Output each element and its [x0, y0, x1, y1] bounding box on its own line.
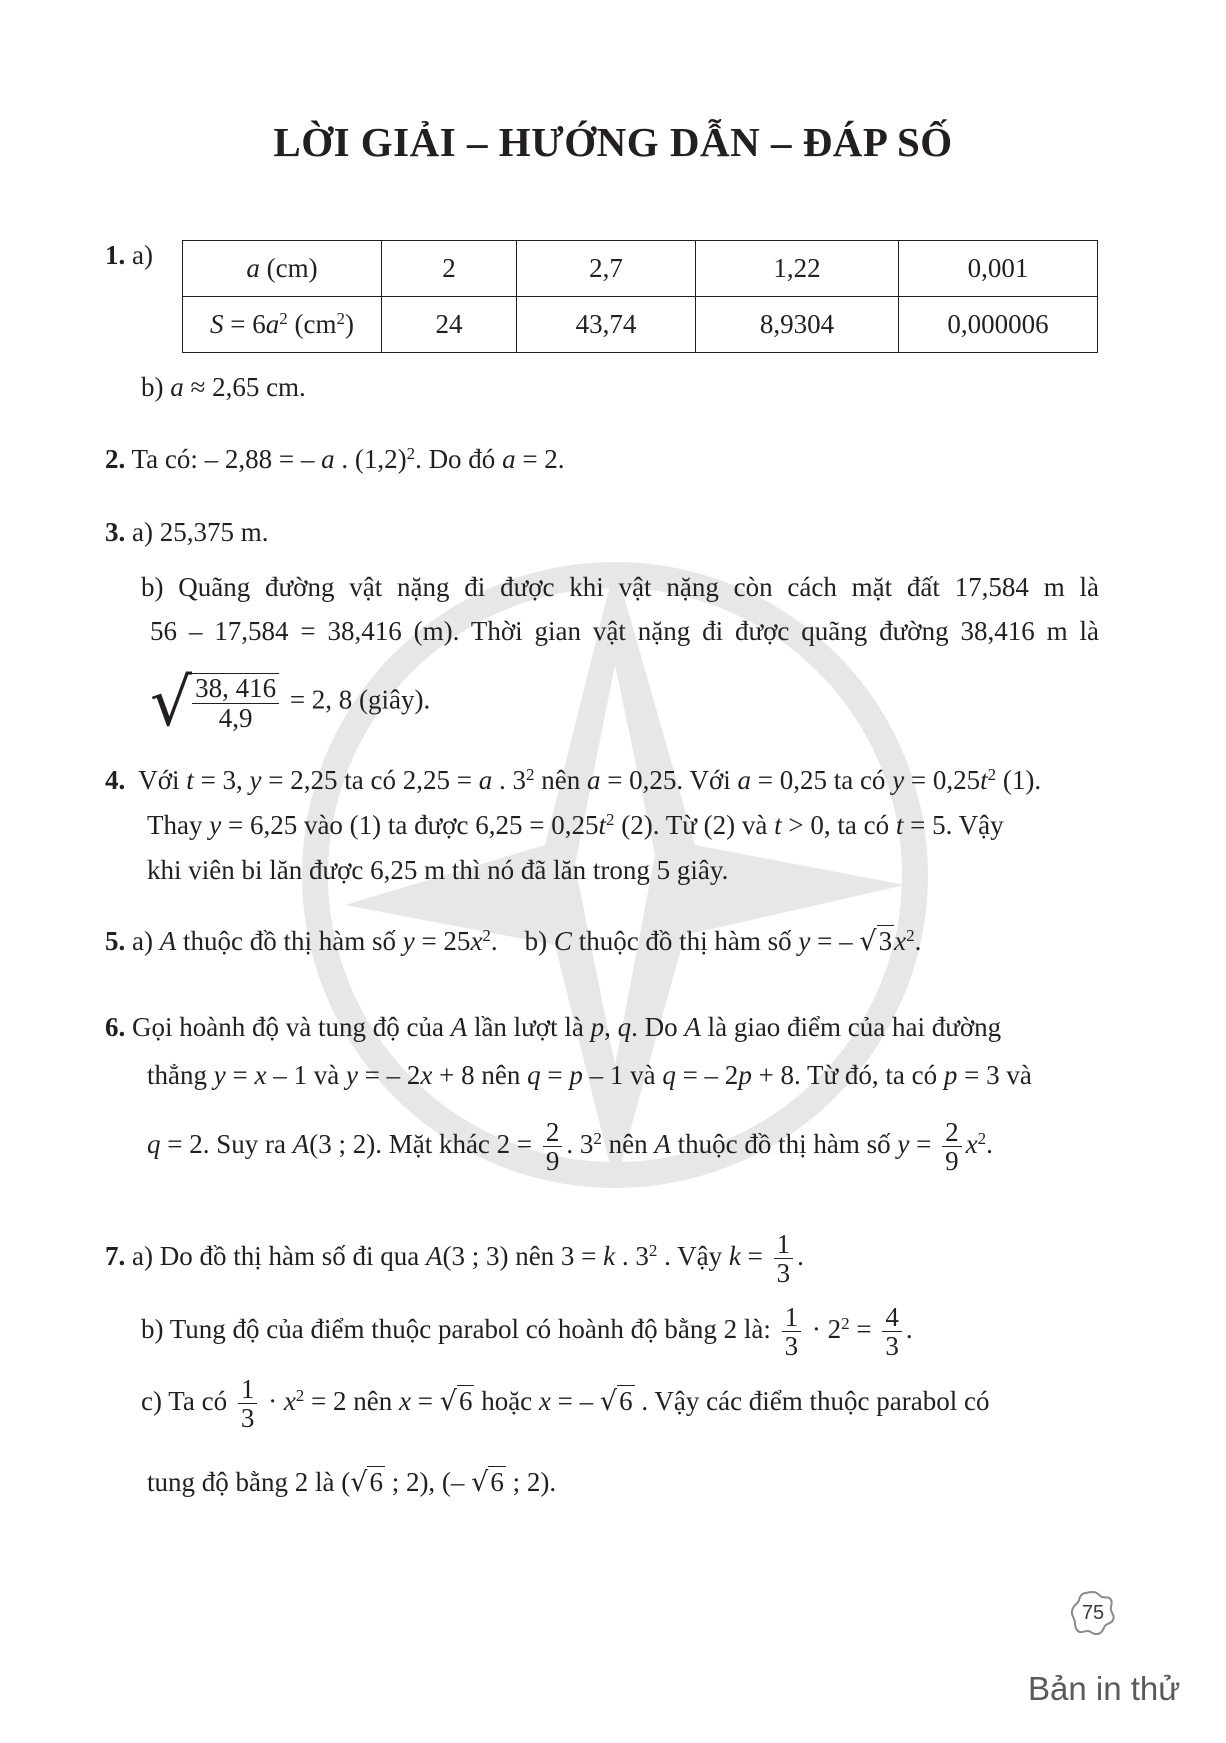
fraction: $\frac{2}{9}$ [942, 1118, 962, 1176]
fraction: $\frac{1}{3}$ [782, 1303, 802, 1361]
sqrt-expression: √ $\frac{38, 416}{4,9}$ [150, 664, 283, 741]
sqrt-expression: √6 [439, 1386, 473, 1418]
draft-label: Bản in thử [1028, 1670, 1181, 1707]
q6-line2: thẳng y = x – 1 và y = – 2x + 8 nên q = p – 1 và q = – 2p + 8. Từ đó, ta có p = 3 và [147, 1060, 1032, 1090]
q1-label: 1. a) [105, 240, 153, 270]
table-cell: 1,22 [696, 241, 899, 297]
table-cell: 24 [382, 297, 517, 353]
fraction: $\frac{4}{3}$ [882, 1303, 902, 1361]
q7-part-c: c) Ta có $\frac{1}{3}$ · $x^2 = 2$ nên x = √6 hoặc x = – √6 . Vậy các điểm thuộc parabol có [141, 1374, 990, 1434]
fraction: $\frac{1}{3}$ [774, 1230, 794, 1288]
table-cell: 43,74 [517, 297, 696, 353]
fraction: $\frac{1}{3}$ [238, 1375, 258, 1433]
q6-line3: q = 2. Suy ra A(3 ; 2). Mặt khác 2 = $\frac{2}{9}$ . $3^2$ nên A thuộc đồ thị hàm số y = $\frac{2}{9}$ $x^2$. [147, 1117, 993, 1177]
sqrt-expression: √6 [350, 1467, 383, 1498]
q3-part-b-line1: b) Quãng đường vật nặng đi được khi vật nặng còn cách mặt đất 17,584 m là [141, 572, 1099, 602]
q7-part-c-line2: tung độ bằng 2 là (√6 ; 2), (– √6 ; 2). [147, 1467, 557, 1498]
table-cell: 2,7 [517, 241, 696, 297]
page-number: 75 [1070, 1590, 1116, 1636]
q7-part-a: 7. a) Do đồ thị hàm số đi qua A(3 ; 3) nên 3 = k . $3^2$ . Vậy k = $\frac{1}{3}$ . [105, 1229, 804, 1289]
table-cell: 0,000006 [899, 297, 1098, 353]
table-cell: 0,001 [899, 241, 1098, 297]
q4-line3: khi viên bi lăn được 6,25 m thì nó đã lăn trong 5 giây. [147, 855, 729, 885]
table-row [183, 297, 1098, 353]
q1-part-b: b) a ≈ 2,65 cm. [141, 372, 306, 402]
table-cell: 2 [382, 241, 517, 297]
q7-part-b: b) Tung độ của điểm thuộc parabol có hoành độ bằng 2 là: $\frac{1}{3}$ · $2^2$ = $\frac{4}{3}$ . [141, 1302, 913, 1362]
q1-table [182, 240, 1098, 353]
table-header-cell: $S = 6a^2$ $(cm^2)$ [183, 297, 382, 353]
sqrt-expression: √6 [599, 1386, 633, 1418]
q5-text: 5. a) A thuộc đồ thị hàm số $y = 25x^2$. b) C thuộc đồ thị hàm số y = – $√3x^2$. [105, 926, 922, 957]
sqrt-expression: √3 [859, 926, 893, 957]
table-cell: 8,9304 [696, 297, 899, 353]
q3-part-b-line2: 56 – 17,584 = 38,416 (m). Thời gian vật nặng đi được quãng đường 38,416 m là [150, 616, 1099, 646]
table-header-cell: a (cm) [183, 241, 382, 297]
q4-line2: Thay y = 6,25 vào (1) ta được $6,25 = 0,25t^2$ (2). Từ (2) và t > 0, ta có t = 5. Vậy [147, 810, 1004, 840]
fraction: $\frac{2}{9}$ [543, 1118, 563, 1176]
page-title: LỜI GIẢI – HƯỚNG DẪN – ĐÁP SỐ [273, 119, 953, 165]
q3-formula: √ $\frac{38, 416}{4,9}$ = 2, 8 (giây). [150, 664, 431, 741]
q2-text: 2. Ta có: – 2,88 = – a . $(1,2)^2$. Do đó a = 2. [105, 444, 565, 474]
q3-part-a: 3. a) 25,375 m. [105, 517, 269, 547]
table-row [183, 241, 1098, 297]
q4-line1: 4. Với t = 3, y = 2,25 ta có 2,25 = a . $3^2$ nên a = 0,25. Với a = 0,25 ta có $y = 0,25t^2$ (1). [105, 765, 1042, 795]
sqrt-expression: √6 [471, 1467, 504, 1498]
q6-line1: 6. Gọi hoành độ và tung độ của A lần lượt là p, q. Do A là giao điểm của hai đường [105, 1012, 1002, 1042]
